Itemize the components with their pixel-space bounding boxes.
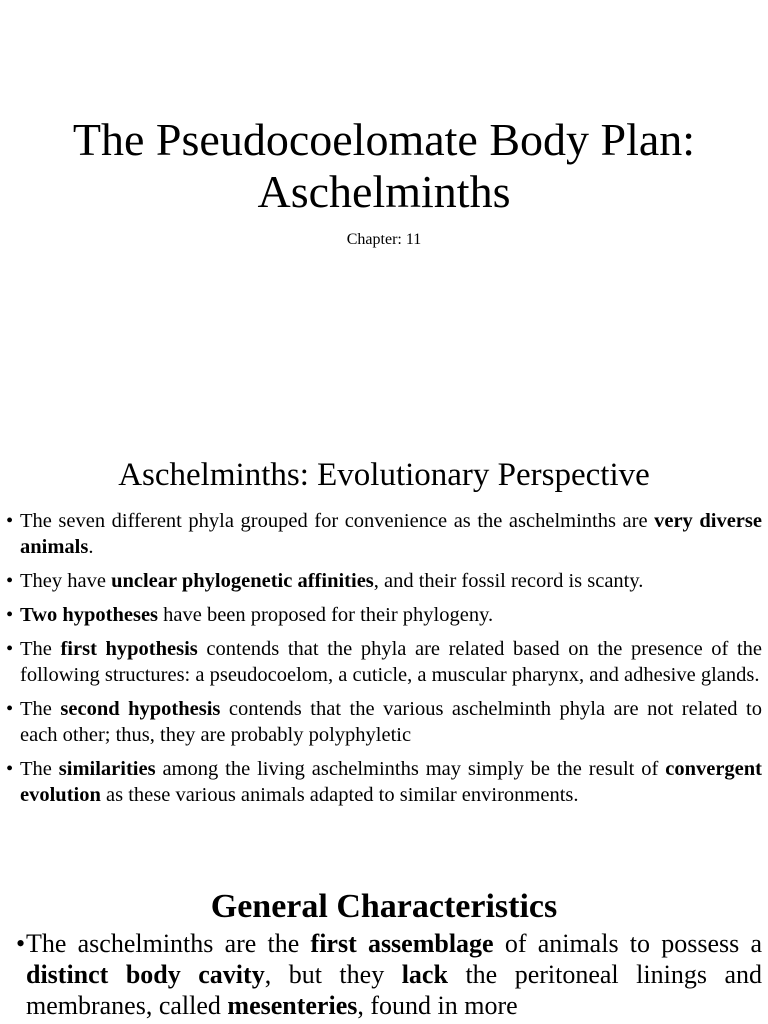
text-run: have been proposed for their phylogeny.	[158, 604, 494, 626]
bullet-icon: •	[16, 929, 26, 958]
bold-text: unclear phylogenetic affinities	[111, 570, 374, 592]
text-run: The	[20, 698, 61, 720]
bullet-item	[6, 568, 762, 594]
bold-text: first assemblage	[310, 929, 494, 958]
text-run: The	[20, 758, 59, 780]
text-run: , and their fossil record is scanty.	[373, 570, 644, 592]
bold-text: lack	[401, 960, 448, 989]
bullet-icon: •	[6, 604, 14, 626]
bold-text: first hypothesis	[60, 638, 198, 660]
text-run: The seven different phyla grouped for convenience as the aschelminths are	[20, 510, 655, 532]
bullet-item	[6, 636, 762, 688]
evolutionary-perspective-bullets	[6, 508, 762, 816]
text-run: , but they	[264, 960, 402, 989]
evolutionary-perspective-title: Aschelminths: Evolutionary Perspective	[118, 457, 650, 493]
bullet-icon: •	[6, 698, 14, 720]
bullet-icon: •	[6, 638, 14, 660]
text-run: of animals to possess a	[493, 929, 762, 958]
bold-text: similarities	[58, 758, 156, 780]
bold-text: very diverse animals	[20, 510, 762, 558]
text-run: The	[20, 638, 61, 660]
text-run: contends that the various aschelminth phyla are not related to each other; thus, they are probably polyphyletic	[20, 698, 762, 746]
text-run: .	[88, 536, 94, 558]
bold-text: mesenteries	[227, 991, 358, 1020]
bullet-item	[6, 756, 762, 808]
bullet-icon: •	[6, 570, 14, 592]
text-run: contends that the phyla are related based on the presence of the following structures: a pseudocoelom, a cuticle, a muscular pharynx, and adhesive glands.	[20, 638, 763, 686]
bullet-icon: •	[6, 758, 14, 780]
bullet-item	[6, 696, 762, 748]
bullet-icon: •	[6, 510, 14, 532]
text-run: They have	[20, 570, 112, 592]
title-slide	[0, 0, 768, 440]
bold-text: convergent evolution	[20, 758, 762, 806]
slide-title: The Pseudocoelomate Body Plan: Aschelminths	[72, 114, 696, 217]
general-characteristics-bullet	[16, 928, 762, 1021]
text-run: among the living aschelminths may simply be the result of	[155, 758, 666, 780]
chapter-label: Chapter: 11	[346, 231, 422, 248]
general-characteristics-title: General Characteristics	[210, 888, 558, 925]
text-run: , found in more	[357, 991, 518, 1020]
bullet-item	[6, 508, 762, 560]
bullet-item	[6, 602, 762, 628]
text-run: the peritoneal linings and membranes, called	[26, 960, 762, 1020]
bold-text: second hypothesis	[60, 698, 221, 720]
bold-text: distinct body cavity	[26, 960, 265, 989]
bold-text: Two hypotheses	[20, 604, 159, 626]
text-run: The aschelminths are the	[26, 929, 311, 958]
text-run: as these various animals adapted to similar environments.	[100, 784, 579, 806]
